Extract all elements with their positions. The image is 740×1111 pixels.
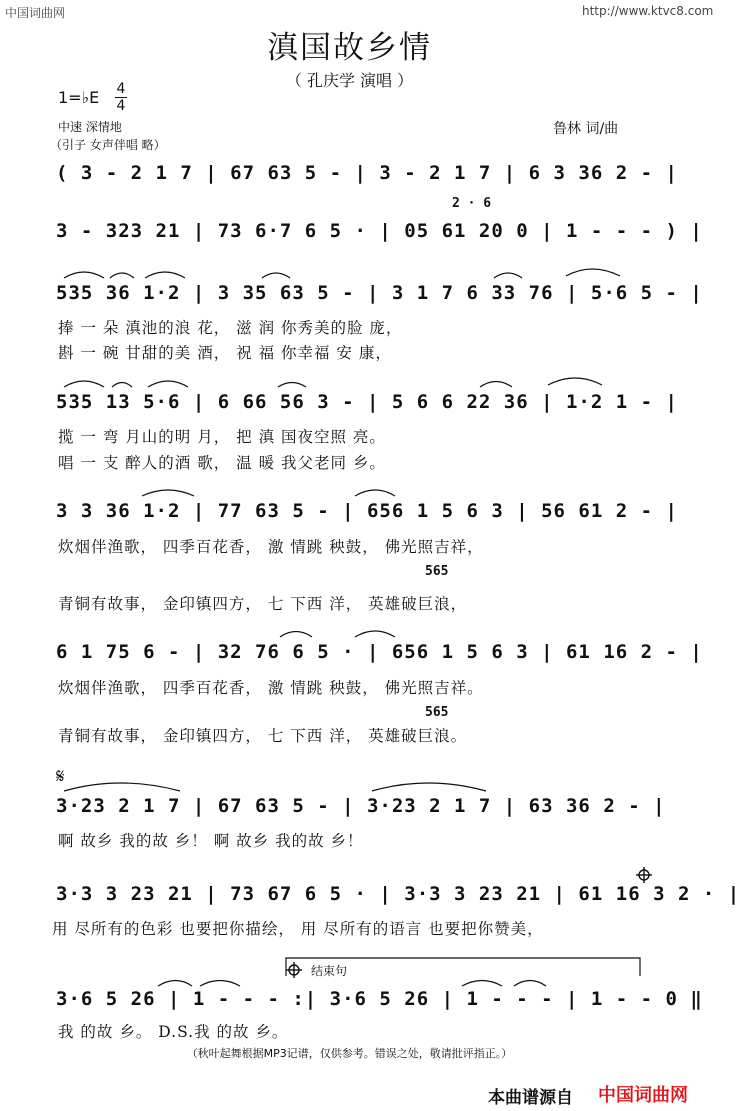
slur <box>514 981 546 987</box>
lyrics-row-6-verse-1: 炊烟伴渔歌， 四季百花香， 激 情跳 秧鼓， 佛光照吉祥。 <box>58 679 484 697</box>
score-row-1: ( 3 - 2 1 7 | 67 63 5 - | 3 - 2 1 7 | 6 3 36 2 - | <box>56 162 678 184</box>
slur <box>145 272 185 278</box>
slur <box>148 381 188 387</box>
ornament-above-row-2: 2 · 6 <box>452 196 492 211</box>
intro-note: （引子 女声伴唱 略） <box>50 138 166 152</box>
time-sig-top: 4 <box>116 81 126 97</box>
lyrics-row-7: 啊 故乡 我的故 乡！ 啊 故乡 我的故 乡！ <box>58 832 364 850</box>
slur <box>372 783 486 791</box>
lyrics-row-6-verse-2: 青铜有故事， 金印镇四方， 七 下西 洋， 英雄破巨浪。 <box>58 727 468 745</box>
score-row-6: 6 1 75 6 - | 32 76 6 5 · | 656 1 5 6 3 | 61 16 2 - | <box>56 641 703 663</box>
alt-notes-row-5: 565 <box>425 564 449 579</box>
song-title: 滇国故乡情 <box>267 30 432 66</box>
score-row-8: 3·3 3 23 21 | 73 67 6 5 · | 3·3 3 23 21 | 61 16 3 2 · | <box>56 883 740 905</box>
slur <box>355 490 395 496</box>
score-row-4: 535 13 5·6 | 6 66 56 3 - | 5 6 6 22 36 | 1·2 1 - | <box>56 391 678 413</box>
slur <box>112 383 132 388</box>
transcriber-note: （秋叶起舞根据MP3记谱，仅供参考。错误之处，敬请批评指正。） <box>186 1047 513 1060</box>
slur <box>64 272 104 278</box>
lyrics-row-3-verse-1: 捧 一 朵 滇池的浪 花， 滋 润 你秀美的脸 庞， <box>58 319 403 337</box>
lyrics-row-4-verse-1: 揽 一 弯 月山的明 月， 把 滇 国夜空照 亮。 <box>58 428 386 446</box>
slur <box>548 378 602 385</box>
alt-notes-row-6: 565 <box>425 705 449 720</box>
slur <box>566 269 620 276</box>
slur <box>110 273 134 278</box>
slur <box>158 981 192 987</box>
lyrics-row-8: 用 尽所有的色彩 也要把你描绘， 用 尽所有的语言 也要把你赞美， <box>52 920 544 938</box>
score-row-2: 3 - 323 21 | 73 6·7 6 5 · | 05 61 20 0 | 1 - - - ) | <box>56 220 703 242</box>
lyrics-row-3-verse-2: 斟 一 碗 甘甜的美 酒， 祝 福 你幸福 安 康， <box>58 344 392 362</box>
slur <box>262 273 290 278</box>
coda-label: 结束句 <box>311 964 348 978</box>
lyrics-row-5-verse-2: 青铜有故事， 金印镇四方， 七 下西 洋， 英雄破巨浪， <box>58 595 468 613</box>
lyrics-row-5-verse-1: 炊烟伴渔歌， 四季百花香， 激 情跳 秧鼓， 佛光照吉祥， <box>58 538 484 556</box>
score-row-7: 3·23 2 1 7 | 67 63 5 - | 3·23 2 1 7 | 63 36 2 - | <box>56 795 666 817</box>
slur <box>64 783 180 791</box>
lyrics-row-9: 我 的故 乡。 D.S.我 的故 乡。 <box>58 1023 289 1041</box>
segno-sign: 𝄋 <box>56 764 65 788</box>
slur <box>64 381 104 387</box>
slur <box>494 273 522 278</box>
singer-credit: （ 孔庆学 演唱 ） <box>285 71 414 90</box>
source-site-link[interactable]: 中国词曲网 <box>598 1085 688 1106</box>
source-label: 本曲谱源自 <box>488 1088 573 1108</box>
coda-bracket <box>286 958 640 976</box>
time-sig-bottom: 4 <box>116 98 126 114</box>
lyrics-row-4-verse-2: 唱 一 支 醉人的酒 歌， 温 暖 我父老同 乡。 <box>58 454 386 472</box>
slur <box>142 490 194 496</box>
key-signature: 1=♭E <box>58 88 100 107</box>
slur <box>278 383 306 388</box>
tempo-marking: 中速 深情地 <box>58 120 122 134</box>
slur <box>280 632 312 638</box>
slur <box>480 382 512 388</box>
slur <box>462 981 502 987</box>
watermark-right: http://www.ktvc8.com <box>582 4 714 18</box>
score-row-9: 3·6 5 26 | 1 - - - :| 3·6 5 26 | 1 - - - | 1 - - 0 ‖ <box>56 988 703 1010</box>
score-row-5: 3 3 36 1·2 | 77 63 5 - | 656 1 5 6 3 | 56 61 2 - | <box>56 500 678 522</box>
composer-credit: 鲁林 词/曲 <box>553 121 619 137</box>
watermark-left: 中国词曲网 <box>5 6 66 20</box>
slur <box>355 631 395 637</box>
score-row-3: 535 36 1·2 | 3 35 63 5 - | 3 1 7 6 33 76 | 5·6 5 - | <box>56 282 703 304</box>
slur <box>200 981 240 987</box>
